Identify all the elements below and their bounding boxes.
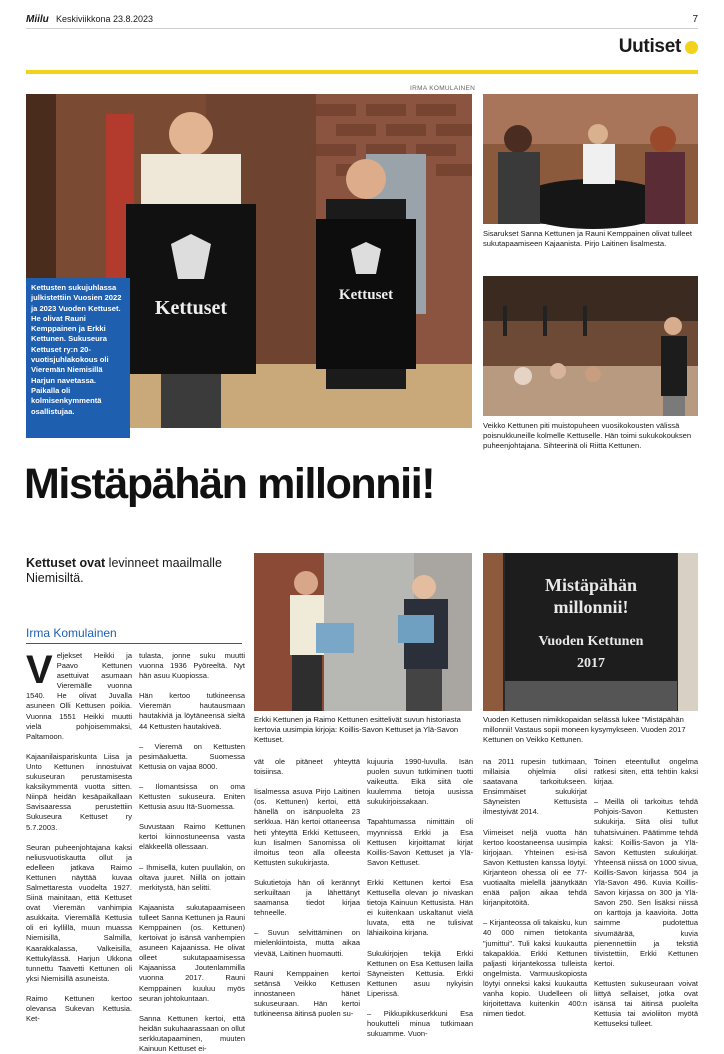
sisters-caption: Sisarukset Sanna Kettunen ja Rauni Kemppainen olivat tulleet sukutapaamiseen Kajaanista. Pirjo Laitinen lisalmesta.	[483, 229, 692, 248]
lede-rest: levinneet maailmalle Niemisiltä.	[26, 556, 222, 585]
body-paragraph: Kajaanilaispariskunta Liisa ja Unto Kettunen innostuivat sukuseuran perustamisesta kaksikymmentä vuotta sitten. Niinpä heidän kesäpaikallaan Savisaaressa perustettiin Sukuseura Kettuset ry 5.7.2003.	[26, 751, 132, 832]
body-paragraph: Sukukirjojen tekijä Erkki Kettunen on Esa Kettusen lailla Säyneisten Kettusia. Erkki Kettunen asuu nykyisin Liperissä.	[367, 948, 473, 998]
body-paragraph: Suvustaan Raimo Kettunen kertoi kiinnostuneensa vasta eläkkeellä ollessaan.	[139, 822, 245, 852]
body-paragraph: – Ihmisellä, kuten puullakin, on oltava juuret. Niillä on jottain merkitystä, hän selitti.	[139, 862, 245, 892]
section-dot-icon	[685, 41, 698, 54]
lede	[26, 556, 246, 586]
body-paragraph: – Suvun selvittäminen on mielenkiintoista, mutta aikaa vievää, Laitinen huomautti.	[254, 928, 360, 958]
body-paragraph: – Kirjanteossa oli takaisku, kun 40 000 nimen tietokanta "jumittui". Tuli kaksi kuukautta takapakkia. Erkki Kettunen paljasti kirjantekossa tulleista ongelmista. Varmuuskopiosta löytyi onneksi kaksi kuukautta vanha kopio. Uudelleen oli kirjoitettava kuitenkin 400:n nimen tiedot.	[483, 918, 587, 1019]
body-column-6	[594, 757, 698, 1029]
back-text-line1: Mistäpähän	[544, 575, 638, 595]
shirt-text-left: Kettuset	[154, 297, 228, 319]
body-paragraph: Kettusten sukuseuraan voivat liittyä sellaiset, jotka ovat isänsä tai äitinsä puolelta Kettusia tai avioliiton myötä Kettuseksi tulleet.	[594, 978, 698, 1029]
body-paragraph: Viimeiset neljä vuotta hän kertoo koostaneensa uusimpia kirjojaan. Yhteinen esi-isä Savon Kettusten kanssa löytyi. Kirjanteon ohessa oli ee 77-vuotiaalta mielellä jäänytkään enää paljon aikaa tehdä kirjanpitotöitä.	[483, 827, 587, 908]
veikko-photo	[483, 276, 698, 416]
body-column-2	[139, 651, 245, 1053]
body-paragraph: Rauni Kemppainen kertoi setänsä Veikko Kettusen innostaneen hänet sukuseuraan. Hän kertoi tutkineensa äitinsä puolen su-	[254, 968, 360, 1018]
lede-bold: Kettuset ovat	[26, 556, 106, 570]
body-paragraph: – Vieremä on Kettusten pesimäaluetta. Suomessa Kettusia on vajaa 8000.	[139, 741, 245, 771]
body-paragraph: – Pikkupikkuserkkuni Esa houkutteli minua tutkimaan sukuamme. Vuon-	[367, 1008, 473, 1039]
dropcap: V	[26, 648, 53, 692]
body-paragraph: Hän kertoo tutkineensa Vieremän hautausmaan hautakiviä ja löytäneensä sieltä 44 Kettusten hautakiveä.	[139, 691, 245, 731]
books-caption: Erkki Kettunen ja Raimo Kettunen esittelivät suvun historiasta kertovia uusimpia kirjoja: Koillis-Savon Kettuset ja Ylä-Savon Kettuset.	[254, 715, 461, 744]
page-number: 7	[692, 14, 698, 25]
back-photo	[483, 553, 698, 711]
back-text-line3: Vuoden Kettunen	[538, 634, 644, 649]
body-paragraph: na 2011 rupesin tutkimaan, millaisia ohjelmia olisi saatavana tarkoitukseen. Ensimmäiset sukukirjat Säyneisten Kettusista ilmestyivät 2014.	[483, 757, 587, 817]
body-column-4	[367, 757, 473, 1039]
headline: Mistäpähän millonnii!	[24, 460, 435, 508]
body-column-1	[26, 648, 132, 1024]
veikko-caption: Veikko Kettunen piti muistopuheen vuosikokousten välissä poisnukkuneille kolmelle Kettuselle. Hän toimi sukukokouksen puheenjohtajana. Sihteerinä oli Riitta Kettunen.	[483, 421, 692, 450]
body-paragraph: Sanna Kettunen kertoi, että heidän sukuhaarassaan on ollut serkkutapaaminen, muuten Kainuun Kettuset ei-	[139, 1013, 245, 1053]
shirt-text-right: Kettuset	[338, 287, 394, 303]
body-column-5	[483, 757, 587, 1019]
books-photo	[254, 553, 472, 711]
header-divider	[26, 28, 698, 29]
body-column-3	[254, 757, 360, 1016]
back-text-line2: millonnii!	[553, 597, 629, 617]
body-paragraph: Toinen eteentullut ongelma ratkesi siten, että tehtiin kaksi kirjaa.	[594, 757, 698, 787]
photo-credit: IRMA KOMULAINEN	[410, 85, 476, 92]
body-paragraph: Raimo Kettunen kertoo olevansa Sukevan Kettusia. Ket-	[26, 993, 132, 1024]
body-paragraph: Iisalmessa asuva Pirjo Laitinen (os. Kettunen) kertoi, että hänellä on isänpuolelta 23 serkkua. Hän kertoi ottaneensa heti yhteyttä Erkki Kettuseen, kun Iisalmen Sanomissa oli ilmoitus teon alla olleesta Kettusten sukukirjasta.	[254, 787, 360, 867]
body-paragraph: Tapahtumassa nimittäin oli myynnissä Erkki ja Esa Kettusen kirjoittamat kirjat Koillis-Savon Kettuset ja Ylä-Savon Kettuset.	[367, 817, 473, 867]
body-paragraph: Seuran puheenjohtajana kaksi neliusvuotiskautta ollut ja edelleen jatkava Raimo Kettunen näyttää kuvaa Salmettaresta vuodelta 1927. Siinä mainitaan, että Kettuset ovat Vieremän vanhimpia asukkaita. Vieremällä Kettusia oli eri kyllillä, muun muassa Niemisillä, Salmilla, Kaarakkalassa, Valkeisilla, Kettukylässä. Harjun Ukkona tunnettu Taavetti Kettunen oli yksi Niemisillä asuneista.	[26, 842, 132, 983]
byline-divider	[26, 643, 242, 644]
body-paragraph: – Meillä oli tarkoitus tehdä Pohjois-Savon Kettusten sukukirja. Siitä olisi tullut tuhatsivuinen. Päätimme tehdä kaksi: Koillis-Savon ja Ylä-Savon Kettusten sukukirjat. Yhteensä niissä on 1000 sivua, Koillis-Savon kirjassa 504 ja Ylä-Savon 496. Kuvia Koillis-Savon kirjassa on 300 ja Ylä-Savon 250. Sen lisäksi niissä on karttoja ja kaavioita. Jotta saimme pudotettua sivumäärää, kuvia pienennettiin ja tekstiä tiivistettiin, Erkki Kettunen kertoi.	[594, 797, 698, 968]
paper-name: Miilu	[26, 14, 49, 25]
section-label	[619, 36, 698, 58]
body-paragraph: Erkki Kettunen kertoi Esa Kettusella olevan jo nivaskan tietoja Kainuun Kettusista. Hän ei kuitenkaan uskaltanut vielä luvata, että ne tulisivat lähiaikoina kirjana.	[367, 877, 473, 938]
body-paragraph: eljekset Heikki ja Paavo Kettunen asettuivat asumaan Vieremälle vuonna 1540. He olivat Juvalla asuneen Olli Kettusen poikia. Vuonna 1551 Heikki muutti vielä pohjoisemmaksi, Paltamoon.	[26, 651, 132, 741]
issue-date: Keskiviikkona 23.8.2023	[56, 14, 154, 24]
section-accent-bar	[26, 70, 698, 74]
back-text-line4: 2017	[577, 656, 605, 671]
body-paragraph: kujuuria 1990-luvulla. Isän puolen suvun tutkiminen tuotti vaikeutta. Eikä siitä ole kuulemma tietoja uusissa sukukirjoissakaan.	[367, 757, 473, 807]
body-paragraph: – Ilomantsissa on oma Kettusten sukuseura. Eniten Kettusia asuu Itä-Suomessa.	[139, 781, 245, 812]
sisters-photo	[483, 94, 698, 224]
page-header	[0, 0, 724, 30]
back-caption: Vuoden Kettusen nimikkopaidan selässä lukee "Mistäpähän millonnii! Vastaus sopii moneen kysymykseen. Vuoden 2017 Kettunen on Veikko Kettunen.	[483, 715, 686, 744]
section-title: Uutiset	[618, 36, 681, 57]
body-paragraph: tulasta, jonne suku muutti vuonna 1936 Pyöreeltä. Nyt hän asuu Kuopiossa.	[139, 651, 245, 681]
body-paragraph: Sukutietoja hän oli kerännyt serkuiltaan ja lähettänyt saamansa tiedot kirjaa tehneelle.	[254, 877, 360, 918]
body-paragraph: Kajaanista sukutapaamiseen tulleet Sanna Kettunen ja Rauni Kemppainen (os. Kettunen) kertoivat jo isänsä vanhempien asuneen Kajaanissa. He olivat olleet sukutapaamisessa Kajaanissa Joutenlammilla vuonna 2017. Rauni Kemppainen kuuluu myös seuran johtokuntaan.	[139, 902, 245, 1003]
body-paragraph: vät ole pitäneet yhteyttä toisiinsa.	[254, 757, 360, 777]
main-photo-caption: Kettusten sukujuhlassa julkistettiin Vuosien 2022 ja 2023 Vuoden Kettuset. He olivat Rauni Kemppainen ja Erkki Kettunen. Sukuseura Kettuset ry:n 20-vuotisjuhlakokous oli Vieremän Niemisillä Harjun navetassa. Paikalla oli kolmisenkymmentä osallistujaa.	[26, 278, 130, 438]
author-byline: Irma Komulainen	[26, 626, 117, 640]
